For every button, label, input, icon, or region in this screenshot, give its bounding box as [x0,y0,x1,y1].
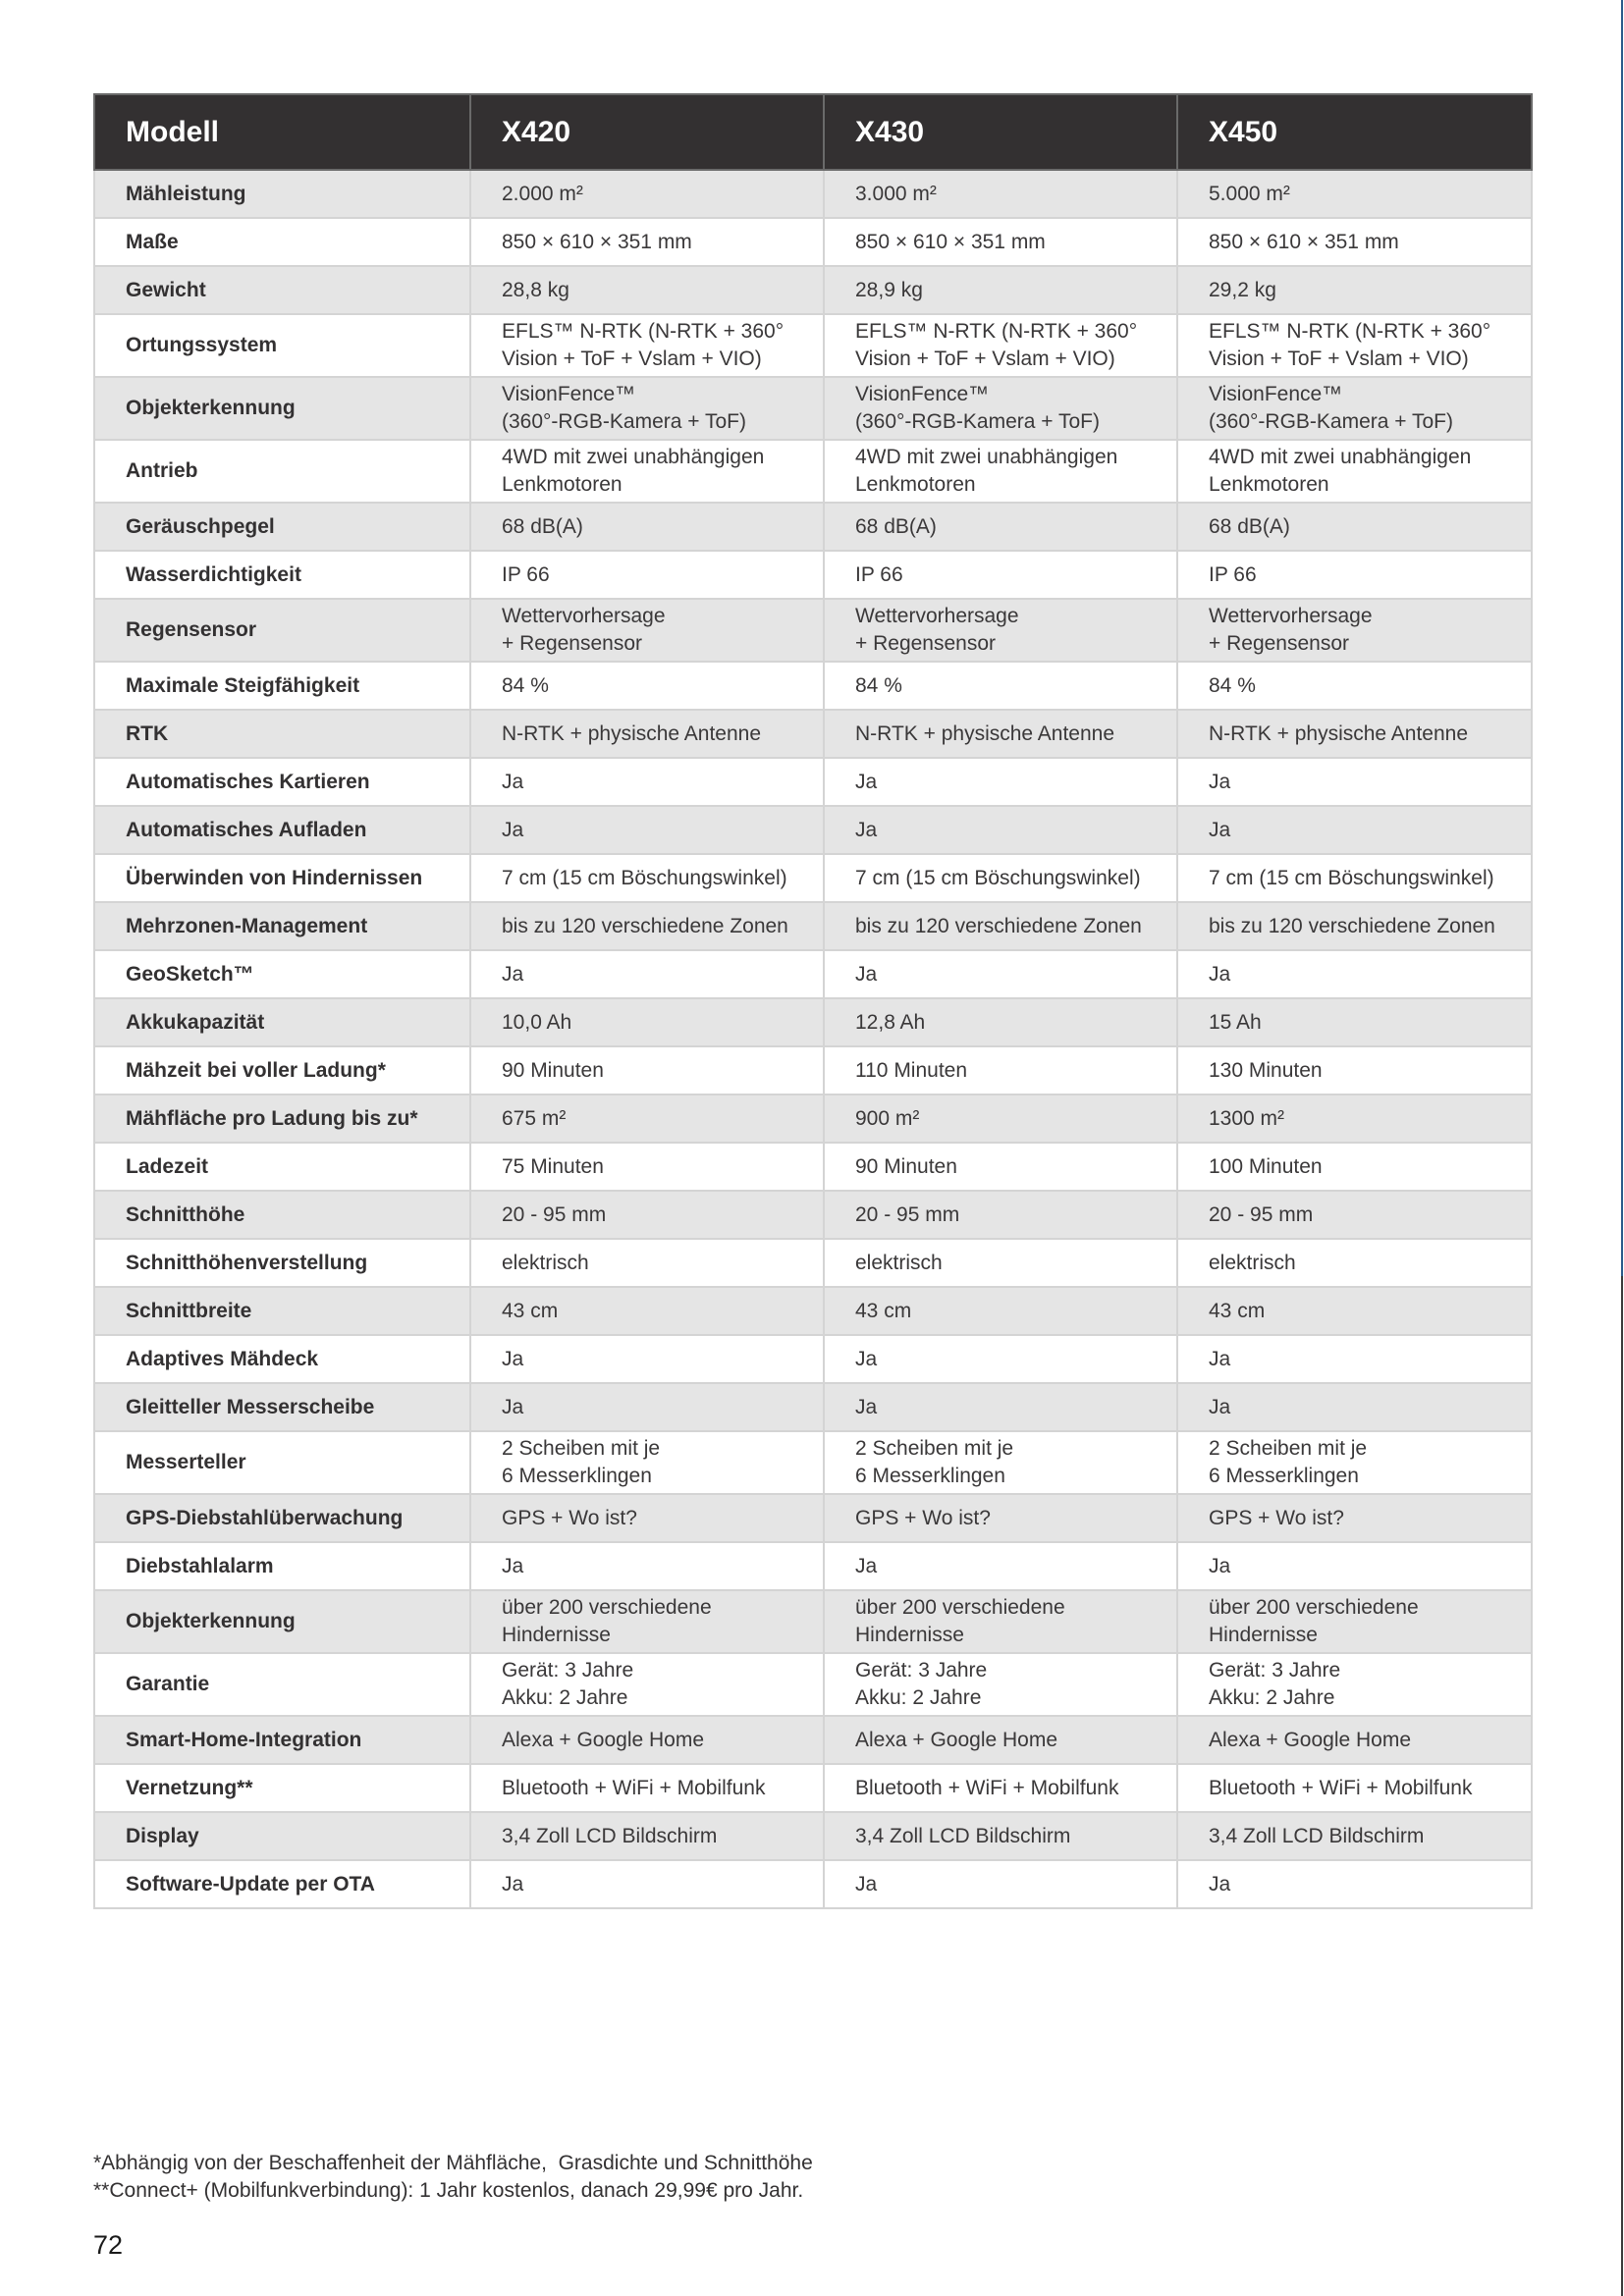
cell-value: 43 cm [855,1299,912,1322]
cell-value: bis zu 120 verschiedene Zonen [855,914,1142,937]
cell-value: 43 cm [502,1299,559,1322]
row-label: Ladezeit [94,1143,470,1191]
cell-value: 90 Minuten [855,1154,957,1178]
cell-value: 850 × 610 × 351 mm [502,230,692,253]
row-label: Mähfläche pro Ladung bis zu* [94,1095,470,1143]
cell-value: Ja [855,1554,878,1577]
cell-x420 [470,1287,824,1335]
cell-value: Ja [1209,770,1231,793]
cell-value: 84 % [855,673,902,697]
table-row [94,1812,1532,1860]
cell-x420 [470,710,824,758]
row-label: Wasserdichtigkeit [94,551,470,599]
cell-x450 [1177,266,1532,314]
cell-value: GPS + Wo ist? [502,1506,637,1529]
cell-value: 3,4 Zoll LCD Bildschirm [855,1824,1071,1847]
cell-x430 [824,1287,1177,1335]
cell-value: 4WD mit zwei unabhängigen Lenkmotoren [502,446,765,496]
cell-value: Gerät: 3 Jahre Akku: 2 Jahre [1209,1659,1341,1709]
cell-x450 [1177,218,1532,266]
cell-value: 84 % [502,673,549,697]
cell-x430 [824,1143,1177,1191]
cell-x450 [1177,599,1532,662]
cell-value: VisionFence™ (360°-RGB-Kamera + ToF) [1209,383,1454,433]
cell-x430 [824,662,1177,710]
cell-x420 [470,902,824,950]
cell-value: Ja [502,962,524,986]
cell-x420 [470,1860,824,1908]
cell-x420 [470,551,824,599]
cell-x420 [470,1716,824,1764]
cell-value: über 200 verschiedene Hindernisse [502,1596,712,1646]
cell-x420 [470,1143,824,1191]
header-model-x430: X430 [824,94,1177,170]
cell-value: 900 m² [855,1106,920,1130]
cell-value: Ja [502,1347,524,1370]
cell-value: N-RTK + physische Antenne [855,721,1115,745]
row-label: Objekterkennung [94,1590,470,1653]
row-label: Automatisches Aufladen [94,806,470,854]
row-label: Mähzeit bei voller Ladung* [94,1046,470,1095]
row-label: Antrieb [94,440,470,503]
cell-x450 [1177,1812,1532,1860]
cell-value: 2 Scheiben mit je 6 Messerklingen [502,1437,661,1487]
cell-x430 [824,599,1177,662]
header-model-x420: X420 [470,94,824,170]
cell-x420 [470,1764,824,1812]
cell-x430 [824,218,1177,266]
table-row [94,314,1532,377]
cell-x420 [470,1494,824,1542]
page-edge-line-blue [1621,0,1623,1276]
table-row [94,1764,1532,1812]
cell-value: GPS + Wo ist? [855,1506,991,1529]
cell-value: Ja [855,1872,878,1896]
table-row [94,599,1532,662]
table-row [94,1716,1532,1764]
cell-x420 [470,1590,824,1653]
table-row [94,551,1532,599]
row-label: Ortungssystem [94,314,470,377]
cell-value: Ja [855,1347,878,1370]
cell-x450 [1177,170,1532,218]
cell-x450 [1177,1191,1532,1239]
row-label: Messerteller [94,1431,470,1494]
cell-value: 68 dB(A) [1209,514,1290,538]
footnote-1: *Abhängig von der Beschaffenheit der Mähfläche, Grasdichte und Schnitthöhe [93,2152,813,2174]
cell-x420 [470,503,824,551]
cell-x420 [470,599,824,662]
cell-x430 [824,1716,1177,1764]
cell-value: Bluetooth + WiFi + Mobilfunk [855,1776,1119,1799]
cell-value: Wettervorhersage + Regensensor [502,605,666,655]
row-label: Maße [94,218,470,266]
cell-value: 2.000 m² [502,182,583,205]
row-label: Geräuschpegel [94,503,470,551]
cell-x430 [824,1335,1177,1383]
cell-value: Wettervorhersage + Regensensor [855,605,1019,655]
row-label: GPS-Diebstahlüberwachung [94,1494,470,1542]
cell-x450 [1177,1239,1532,1287]
table-row [94,1860,1532,1908]
table-row [94,440,1532,503]
cell-value: 675 m² [502,1106,567,1130]
cell-value: 20 - 95 mm [502,1202,607,1226]
table-row [94,998,1532,1046]
cell-x450 [1177,758,1532,806]
cell-x420 [470,266,824,314]
table-row [94,1653,1532,1716]
cell-x420 [470,854,824,902]
cell-value: 110 Minuten [855,1058,968,1082]
cell-x450 [1177,503,1532,551]
cell-x420 [470,950,824,998]
cell-x450 [1177,1143,1532,1191]
cell-x430 [824,1191,1177,1239]
table-row [94,503,1532,551]
cell-x450 [1177,854,1532,902]
cell-x450 [1177,998,1532,1046]
cell-x430 [824,1494,1177,1542]
cell-value: 2 Scheiben mit je 6 Messerklingen [1209,1437,1368,1487]
cell-x450 [1177,1542,1532,1590]
table-row [94,758,1532,806]
row-label: Mehrzonen-Management [94,902,470,950]
cell-value: Bluetooth + WiFi + Mobilfunk [502,1776,766,1799]
cell-x450 [1177,902,1532,950]
row-label: Objekterkennung [94,377,470,440]
cell-value: 130 Minuten [1209,1058,1323,1082]
cell-value: 20 - 95 mm [855,1202,960,1226]
row-label: Gleitteller Messerscheibe [94,1383,470,1431]
cell-value: Ja [855,818,878,841]
cell-value: 3.000 m² [855,182,937,205]
cell-value: IP 66 [1209,562,1257,586]
cell-x450 [1177,662,1532,710]
cell-value: EFLS™ N-RTK (N-RTK + 360° Vision + ToF + Vslam + VIO) [855,320,1138,370]
cell-x430 [824,758,1177,806]
cell-value: IP 66 [502,562,550,586]
header-model-x450: X450 [1177,94,1532,170]
cell-x420 [470,1239,824,1287]
cell-x430 [824,902,1177,950]
cell-value: 5.000 m² [1209,182,1290,205]
cell-value: Ja [1209,1395,1231,1418]
cell-x420 [470,218,824,266]
cell-x450 [1177,1653,1532,1716]
cell-x420 [470,1542,824,1590]
cell-x430 [824,806,1177,854]
cell-value: 28,9 kg [855,278,923,301]
cell-x450 [1177,1764,1532,1812]
cell-x430 [824,1860,1177,1908]
spec-comparison-table [93,93,1533,1909]
cell-x430 [824,266,1177,314]
cell-x430 [824,1383,1177,1431]
table-row [94,1335,1532,1383]
footnotes [93,2150,813,2205]
cell-value: 3,4 Zoll LCD Bildschirm [502,1824,718,1847]
cell-value: Ja [502,818,524,841]
cell-value: Ja [502,1872,524,1896]
table-row [94,1542,1532,1590]
cell-x430 [824,1046,1177,1095]
row-label: GeoSketch™ [94,950,470,998]
cell-x450 [1177,1287,1532,1335]
cell-x430 [824,503,1177,551]
cell-value: Ja [502,1554,524,1577]
footnote-2: **Connect+ (Mobilfunkverbindung): 1 Jahr kostenlos, danach 29,99€ pro Jahr. [93,2179,804,2202]
cell-x450 [1177,950,1532,998]
cell-x450 [1177,1590,1532,1653]
cell-value: EFLS™ N-RTK (N-RTK + 360° Vision + ToF + Vslam + VIO) [502,320,785,370]
cell-value: über 200 verschiedene Hindernisse [855,1596,1065,1646]
cell-x420 [470,1431,824,1494]
cell-value: 850 × 610 × 351 mm [855,230,1046,253]
cell-x450 [1177,1383,1532,1431]
table-row [94,1191,1532,1239]
cell-value: 4WD mit zwei unabhängigen Lenkmotoren [1209,446,1472,496]
cell-value: 43 cm [1209,1299,1266,1322]
cell-x430 [824,1239,1177,1287]
cell-value: 850 × 610 × 351 mm [1209,230,1399,253]
cell-x420 [470,170,824,218]
cell-value: bis zu 120 verschiedene Zonen [502,914,788,937]
cell-x450 [1177,1046,1532,1095]
cell-x450 [1177,1095,1532,1143]
cell-value: 10,0 Ah [502,1010,572,1034]
cell-x450 [1177,710,1532,758]
cell-value: 4WD mit zwei unabhängigen Lenkmotoren [855,446,1118,496]
cell-x430 [824,1764,1177,1812]
cell-x420 [470,314,824,377]
cell-x420 [470,1191,824,1239]
cell-x450 [1177,1716,1532,1764]
cell-value: 68 dB(A) [855,514,937,538]
cell-value: Ja [1209,1347,1231,1370]
cell-value: VisionFence™ (360°-RGB-Kamera + ToF) [855,383,1101,433]
row-label: Mähleistung [94,170,470,218]
row-label: Smart-Home-Integration [94,1716,470,1764]
cell-x450 [1177,440,1532,503]
cell-value: Alexa + Google Home [502,1728,705,1751]
cell-value: 3,4 Zoll LCD Bildschirm [1209,1824,1425,1847]
cell-x450 [1177,1860,1532,1908]
table-row [94,1383,1532,1431]
cell-value: 15 Ah [1209,1010,1262,1034]
cell-value: Ja [855,1395,878,1418]
row-label: Schnitthöhenverstellung [94,1239,470,1287]
row-label: Automatisches Kartieren [94,758,470,806]
table-row [94,950,1532,998]
row-label: Akkukapazität [94,998,470,1046]
cell-value: Gerät: 3 Jahre Akku: 2 Jahre [502,1659,634,1709]
row-label: Diebstahlalarm [94,1542,470,1590]
table-row [94,218,1532,266]
table-row [94,1494,1532,1542]
cell-value: Ja [855,962,878,986]
cell-x450 [1177,1431,1532,1494]
cell-x430 [824,1431,1177,1494]
cell-value: Bluetooth + WiFi + Mobilfunk [1209,1776,1473,1799]
cell-value: 12,8 Ah [855,1010,926,1034]
table-row [94,1431,1532,1494]
table-row [94,1095,1532,1143]
cell-value: 1300 m² [1209,1106,1285,1130]
cell-value: N-RTK + physische Antenne [1209,721,1469,745]
row-label: Regensensor [94,599,470,662]
cell-value: 20 - 95 mm [1209,1202,1314,1226]
cell-value: 28,8 kg [502,278,569,301]
cell-value: 7 cm (15 cm Böschungswinkel) [1209,866,1494,889]
page-number: 72 [93,2230,124,2260]
cell-x430 [824,314,1177,377]
cell-value: Wettervorhersage + Regensensor [1209,605,1373,655]
cell-x430 [824,1095,1177,1143]
cell-x430 [824,1590,1177,1653]
cell-x430 [824,854,1177,902]
cell-x420 [470,662,824,710]
cell-value: VisionFence™ (360°-RGB-Kamera + ToF) [502,383,747,433]
table-row [94,377,1532,440]
cell-x420 [470,1383,824,1431]
table-row [94,806,1532,854]
cell-value: 2 Scheiben mit je 6 Messerklingen [855,1437,1014,1487]
page-edge-line-dark [1621,1276,1623,2296]
cell-value: bis zu 120 verschiedene Zonen [1209,914,1495,937]
cell-value: Alexa + Google Home [855,1728,1058,1751]
cell-value: elektrisch [855,1251,943,1274]
cell-value: elektrisch [502,1251,589,1274]
cell-x450 [1177,1335,1532,1383]
cell-value: Alexa + Google Home [1209,1728,1412,1751]
row-label: Überwinden von Hindernissen [94,854,470,902]
cell-value: Ja [1209,1872,1231,1896]
cell-x450 [1177,806,1532,854]
row-label: Maximale Steigfähigkeit [94,662,470,710]
cell-value: elektrisch [1209,1251,1296,1274]
table-row [94,1239,1532,1287]
cell-x450 [1177,377,1532,440]
cell-value: 84 % [1209,673,1256,697]
cell-value: Ja [1209,818,1231,841]
cell-x450 [1177,1494,1532,1542]
cell-value: 75 Minuten [502,1154,604,1178]
cell-value: Ja [1209,962,1231,986]
cell-value: 68 dB(A) [502,514,583,538]
table-row [94,710,1532,758]
table-body [94,170,1532,1908]
table-row [94,662,1532,710]
row-label: Garantie [94,1653,470,1716]
cell-x420 [470,1653,824,1716]
cell-value: Ja [502,1395,524,1418]
cell-x430 [824,377,1177,440]
table-row [94,266,1532,314]
cell-value: EFLS™ N-RTK (N-RTK + 360° Vision + ToF + Vslam + VIO) [1209,320,1491,370]
table-row [94,854,1532,902]
cell-value: Gerät: 3 Jahre Akku: 2 Jahre [855,1659,988,1709]
cell-x430 [824,551,1177,599]
cell-x420 [470,1335,824,1383]
row-label: Display [94,1812,470,1860]
cell-value: Ja [1209,1554,1231,1577]
cell-x420 [470,806,824,854]
table-row [94,1046,1532,1095]
cell-x420 [470,758,824,806]
cell-x420 [470,998,824,1046]
cell-value: 7 cm (15 cm Böschungswinkel) [855,866,1141,889]
cell-value: GPS + Wo ist? [1209,1506,1344,1529]
cell-x430 [824,1542,1177,1590]
table-row [94,902,1532,950]
cell-x430 [824,170,1177,218]
row-label: RTK [94,710,470,758]
cell-x450 [1177,314,1532,377]
cell-x420 [470,440,824,503]
cell-value: 29,2 kg [1209,278,1276,301]
cell-value: 7 cm (15 cm Böschungswinkel) [502,866,787,889]
row-label: Schnitthöhe [94,1191,470,1239]
cell-x430 [824,710,1177,758]
cell-x420 [470,377,824,440]
cell-x430 [824,440,1177,503]
cell-x430 [824,998,1177,1046]
cell-x430 [824,1653,1177,1716]
cell-value: N-RTK + physische Antenne [502,721,762,745]
cell-value: IP 66 [855,562,903,586]
cell-value: 90 Minuten [502,1058,604,1082]
cell-x420 [470,1095,824,1143]
cell-value: 100 Minuten [1209,1154,1323,1178]
table-row [94,1143,1532,1191]
cell-x420 [470,1812,824,1860]
cell-value: Ja [502,770,524,793]
row-label: Gewicht [94,266,470,314]
cell-x430 [824,1812,1177,1860]
row-label: Adaptives Mähdeck [94,1335,470,1383]
row-label: Vernetzung** [94,1764,470,1812]
table-row [94,170,1532,218]
table-row [94,1287,1532,1335]
cell-x420 [470,1046,824,1095]
table-header-row [94,94,1532,170]
table-row [94,1590,1532,1653]
cell-x450 [1177,551,1532,599]
cell-x430 [824,950,1177,998]
cell-value: Ja [855,770,878,793]
header-model-label: Modell [94,94,470,170]
row-label: Schnittbreite [94,1287,470,1335]
row-label: Software-Update per OTA [94,1860,470,1908]
cell-value: über 200 verschiedene Hindernisse [1209,1596,1419,1646]
